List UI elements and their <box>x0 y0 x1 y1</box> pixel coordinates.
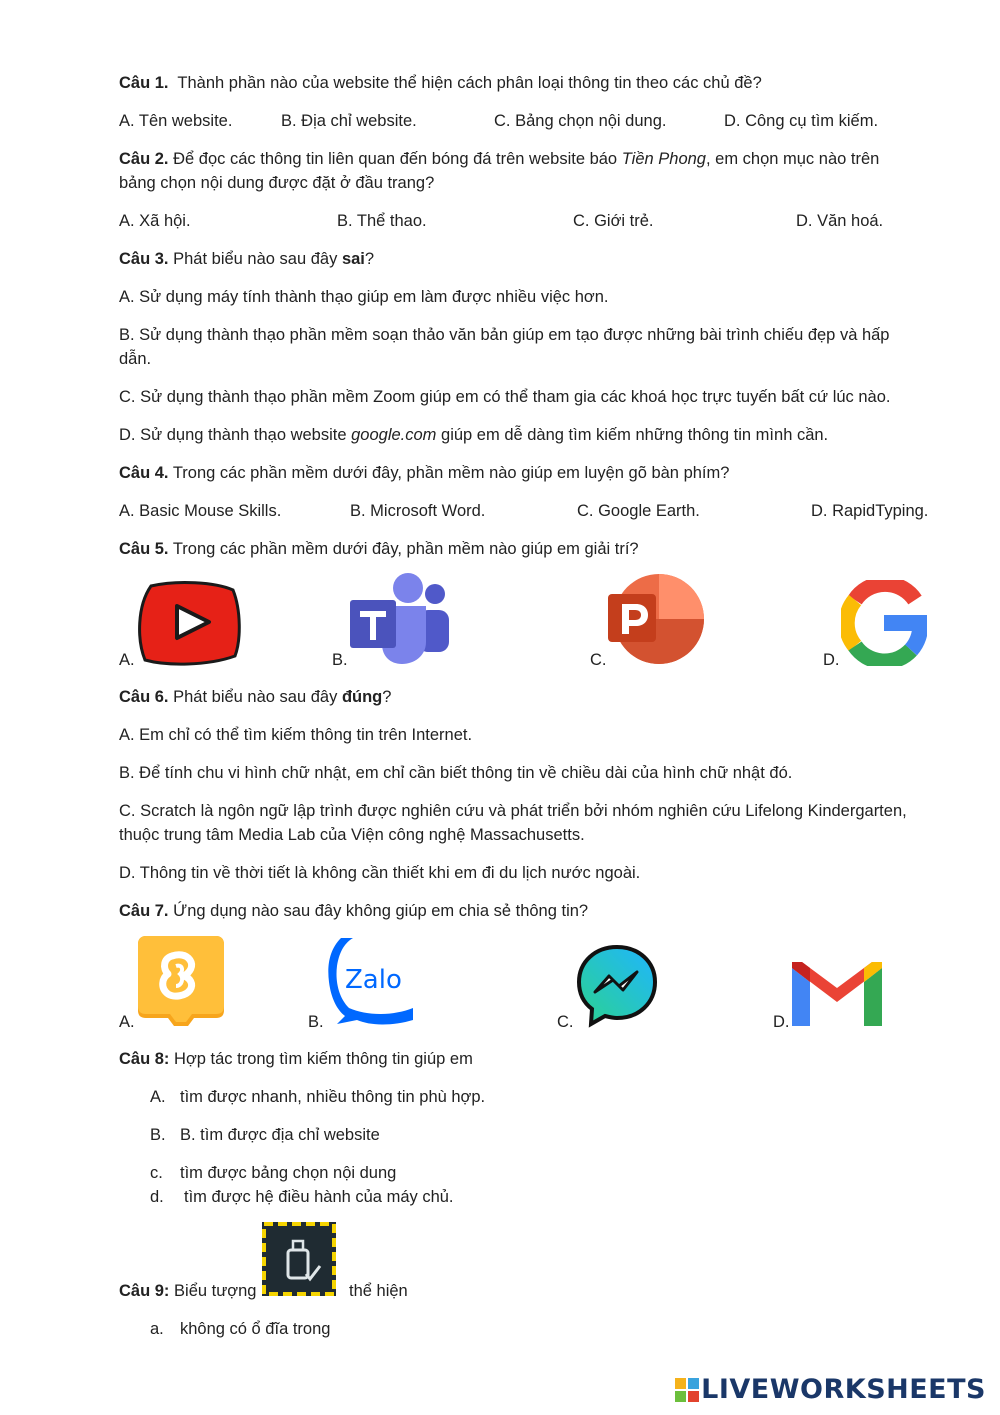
q3-option-d[interactable] <box>119 424 828 446</box>
q3-text-post: ? <box>364 250 375 268</box>
q2-text-line2: bảng chọn nội dung được đặt ở đầu trang? <box>119 174 435 192</box>
q2-number: Câu 2. <box>119 150 169 168</box>
q8-option-a-mark: A. <box>150 1088 166 1106</box>
q8-number: Câu 8: <box>119 1050 170 1068</box>
q2-option-a[interactable]: A. Xã hội. <box>119 212 191 230</box>
gmail-icon[interactable] <box>792 960 882 1028</box>
q2-text-pre: Để đọc các thông tin liên quan đến bóng đá trên website báo <box>173 150 618 168</box>
q4-option-d[interactable]: D. RapidTyping. <box>811 502 929 520</box>
q3-option-b-line2[interactable]: dẫn. <box>119 350 152 368</box>
q3-text-pre: Phát biểu nào sau đây <box>173 250 338 268</box>
q7-option-c-label[interactable]: C. <box>557 1013 574 1031</box>
q3-number: Câu 3. <box>119 250 169 268</box>
q5-option-d-label[interactable]: D. <box>823 651 840 669</box>
q9-text-pre: Biểu tượng <box>174 1282 257 1300</box>
google-icon[interactable] <box>841 580 927 666</box>
q5-option-b-label[interactable]: B. <box>332 651 348 669</box>
q4-stem <box>119 462 729 484</box>
q2-text-em: Tiền Phong <box>621 150 706 168</box>
q2-option-c[interactable]: C. Giới trẻ. <box>573 212 654 230</box>
q5-option-a-label[interactable]: A. <box>119 651 135 669</box>
q2-option-b[interactable]: B. Thể thao. <box>337 212 427 230</box>
q2-stem <box>119 148 879 170</box>
q6-number: Câu 6. <box>119 688 169 706</box>
q8-option-c-mark: c. <box>150 1164 163 1182</box>
scratch-icon[interactable] <box>138 936 224 1028</box>
q8-text: Hợp tác trong tìm kiếm thông tin giúp em <box>174 1050 473 1068</box>
q1-option-b[interactable]: B. Địa chỉ website. <box>281 112 417 130</box>
q1-option-d[interactable]: D. Công cụ tìm kiếm. <box>724 112 879 130</box>
q3-option-d-pre: D. Sử dụng thành thạo website <box>119 426 347 444</box>
liveworksheets-mark-icon <box>675 1378 699 1402</box>
youtube-kids-icon[interactable] <box>137 580 241 666</box>
q6-text-strong: đúng <box>341 688 383 706</box>
zalo-wordmark: Zalo <box>345 965 402 995</box>
q3-text-strong: sai <box>341 250 365 268</box>
q9-option-a-mark: a. <box>150 1320 164 1338</box>
q7-option-d-label[interactable]: D. <box>773 1013 790 1031</box>
liveworksheets-wordmark: LIVEWORKSHEETS <box>701 1374 986 1405</box>
q3-option-a[interactable]: A. Sử dụng máy tính thành thạo giúp em làm được nhiều việc hơn. <box>119 288 609 306</box>
q9-stem <box>119 1280 256 1302</box>
q6-text-pre: Phát biểu nào sau đây <box>173 688 338 706</box>
q6-option-d[interactable]: D. Thông tin về thời tiết là không cần thiết khi em đi du lịch nước ngoài. <box>119 864 641 882</box>
usb-drive-icon <box>262 1222 336 1296</box>
q1-text: Thành phần nào của website thể hiện cách phân loại thông tin theo các chủ đề? <box>177 74 762 92</box>
q6-option-c-line2[interactable]: thuộc trung tâm Media Lab của Viện công nghệ Massachusetts. <box>119 826 585 844</box>
q1-number: Câu 1. <box>119 74 169 92</box>
q8-option-d-mark: d. <box>150 1188 164 1206</box>
q7-stem <box>119 900 588 922</box>
q3-option-d-em: google.com <box>351 426 437 444</box>
q8-option-d[interactable]: tìm được hệ điều hành của máy chủ. <box>184 1188 454 1206</box>
microsoft-teams-icon[interactable] <box>350 572 450 664</box>
q8-option-b[interactable]: B. tìm được địa chỉ website <box>180 1126 380 1144</box>
powerpoint-icon[interactable] <box>608 574 706 664</box>
q6-stem <box>119 686 391 708</box>
q4-option-c[interactable]: C. Google Earth. <box>577 502 700 520</box>
q3-option-c[interactable]: C. Sử dụng thành thạo phần mềm Zoom giúp em có thể tham gia các khoá học trực tuyến bất cứ lúc nào. <box>119 388 891 406</box>
q5-number: Câu 5. <box>119 540 169 558</box>
q7-text: Ứng dụng nào sau đây không giúp em chia sẻ thông tin? <box>173 902 589 920</box>
q3-option-d-post: giúp em dễ dàng tìm kiếm những thông tin mình cần. <box>441 426 829 444</box>
q1-option-a[interactable]: A. Tên website. <box>119 112 233 130</box>
q6-option-a[interactable]: A. Em chỉ có thể tìm kiếm thông tin trên Internet. <box>119 726 473 744</box>
q2-text-post: , em chọn mục nào trên <box>705 150 880 168</box>
q8-option-a[interactable]: tìm được nhanh, nhiều thông tin phù hợp. <box>180 1088 486 1106</box>
q3-option-b-line1[interactable]: B. Sử dụng thành thạo phần mềm soạn thảo văn bản giúp em tạo được những bài trình chiếu đẹp và hấp <box>119 326 890 344</box>
q4-option-a[interactable]: A. Basic Mouse Skills. <box>119 502 282 520</box>
q8-option-c[interactable]: tìm được bảng chọn nội dung <box>180 1164 397 1182</box>
q1-option-c[interactable]: C. Bảng chọn nội dung. <box>494 112 667 130</box>
q5-text: Trong các phần mềm dưới đây, phần mềm nào giúp em giải trí? <box>172 540 639 558</box>
q8-option-b-mark: B. <box>150 1126 166 1144</box>
q4-number: Câu 4. <box>119 464 169 482</box>
q6-text-post: ? <box>382 688 392 706</box>
q5-stem <box>119 538 639 560</box>
q9-number: Câu 9: <box>119 1282 170 1300</box>
q8-stem <box>119 1048 473 1070</box>
q6-option-c-line1[interactable]: C. Scratch là ngôn ngữ lập trình được nghiên cứu và phát triển bởi nhóm nghiên cứu Lifelong Kindergarten, <box>119 802 907 820</box>
q9-option-a[interactable]: không có ổ đĩa trong <box>180 1320 331 1338</box>
q5-option-c-label[interactable]: C. <box>590 651 607 669</box>
q4-option-b[interactable]: B. Microsoft Word. <box>350 502 486 520</box>
q2-option-d[interactable]: D. Văn hoá. <box>796 212 884 230</box>
q9-text-post: thể hiện <box>349 1282 408 1300</box>
zalo-icon[interactable] <box>327 936 417 1026</box>
q6-option-b[interactable]: B. Để tính chu vi hình chữ nhật, em chỉ cần biết thông tin về chiều dài của hình chữ nhật đó. <box>119 764 793 782</box>
q4-text: Trong các phần mềm dưới đây, phần mềm nào giúp em luyện gõ bàn phím? <box>172 464 730 482</box>
liveworksheets-logo[interactable] <box>675 1374 986 1405</box>
q1-stem <box>119 72 762 94</box>
q7-option-b-label[interactable]: B. <box>308 1013 324 1031</box>
q7-number: Câu 7. <box>119 902 169 920</box>
q3-stem <box>119 248 374 270</box>
q7-option-a-label[interactable]: A. <box>119 1013 135 1031</box>
messenger-icon[interactable] <box>575 944 659 1028</box>
